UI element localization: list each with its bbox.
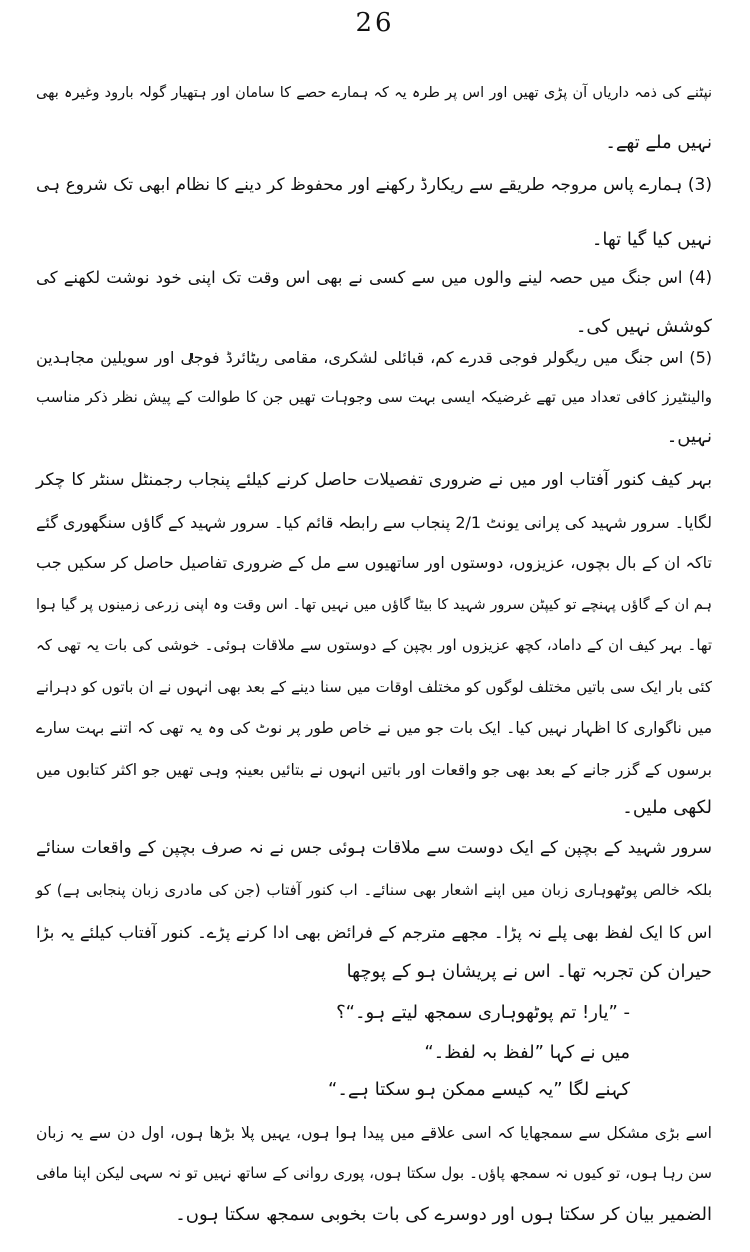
text-line: (5) اس جنگ میں ریگولر فوجی قدرے کم، قبائلی لشکری، مقامی ریٹائرڈ فوجی اور سویلین مجاہدین	[36, 348, 712, 367]
text-line: والینٹیرز کافی تعداد میں تھے غرضیکہ ایسی بہت سی وجوہات تھیں جن کا طوالت کے پیش نظر ذکر مناسب	[36, 388, 712, 406]
text-line: تاکہ ان کے بال بچوں، عزیزوں، دوستوں اور ساتھیوں سے مل کے ضروری تفاصیل حاصل کر سکیں جب	[36, 553, 712, 572]
text-line: تھا۔ بہر کیف ان کے داماد، کچھ عزیزوں اور بچپن کے دوستوں سے ملاقات ہوئی۔ خوشی کی بات یہ تھی کہ	[36, 636, 712, 654]
text-line: ہم ان کے گاؤں پہنچے تو کیپٹن سرور شہید کا بیٹا گاؤں میں نہیں تھا۔ اس وقت وہ اپنی زرعی زمینوں پر گیا ہوا	[36, 597, 712, 613]
text-line: برسوں کے گزر جانے کے بعد بھی جو واقعات اور باتیں انہوں نے بتائیں بعینہٖ وہی تھیں جو اکثر کتابوں میں	[36, 761, 712, 779]
dialogue-line: کہنے لگا ”یہ کیسے ممکن ہو سکتا ہے۔“	[328, 1079, 630, 1100]
text-line: بہر کیف کنور آفتاب اور میں نے ضروری تفصیلات حاصل کرنے کیلئے پنجاب رجمنٹل سنٹر کا چکر	[36, 470, 712, 490]
text-line: (3) ہمارے پاس مروجہ طریقے سے ریکارڈ رکھنے اور محفوظ کر دینے کا نظام ابھی تک شروع ہی	[36, 175, 712, 195]
text-line: الضمیر بیان کر سکتا ہوں اور دوسرے کی بات بخوبی سمجھ سکتا ہوں۔	[175, 1204, 712, 1225]
text-line: حیران کن تجربہ تھا۔ اس نے پریشان ہو کے پوچھا	[346, 961, 712, 982]
text-line: اسے بڑی مشکل سے سمجھایا کہ اسی علاقے میں پیدا ہوا ہوں، یہیں پلا بڑھا ہوں، اول دن سے یہ زبان	[36, 1124, 712, 1142]
text-line: نپٹنے کی ذمہ داریاں آن پڑی تھیں اور اس پر طرہ یہ کہ ہمارے حصے کا سامان اور ہتھیار گولہ بارود وغیرہ بھی	[36, 85, 712, 101]
text-line: کئی بار ایک سی باتیں مختلف لوگوں کو مختلف اوقات میں سنا دینے کے بعد بھی انہوں نے ان باتوں کو دہرانے	[36, 678, 712, 696]
text-line: کوشش نہیں کی۔	[575, 316, 712, 337]
text-line: لکھی ملیں۔	[622, 797, 712, 818]
text-line: نہیں۔	[666, 426, 712, 447]
text-line: اس کا ایک لفظ بھی پلے نہ پڑا۔ مجھے مترجم کے فرائض بھی ادا کرنے پڑے۔ کنور آفتاب کیلئے یہ بڑا	[36, 923, 712, 942]
text-line: (4) اس جنگ میں حصہ لینے والوں میں سے کسی نے بھی اس وقت تک اپنی خود نوشت لکھنے کی	[36, 268, 712, 287]
text-line: نہیں ملے تھے۔	[605, 132, 712, 153]
page-number: 26	[355, 8, 395, 38]
text-line: سن رہا ہوں، تو کیوں نہ سمجھ پاؤں۔ بول سکتا ہوں، پوری روانی کے ساتھ نہیں تو نہ سہی لیکن اپنا مافی	[36, 1164, 712, 1182]
text-line: سرور شہید کے بچپن کے ایک دوست سے ملاقات ہوئی جس نے نہ صرف بچپن کے واقعات سنائے	[36, 838, 712, 858]
text-line: نہیں کیا گیا تھا۔	[591, 229, 712, 250]
text-line: میں ناگواری کا اظہار نہیں کیا۔ ایک بات جو میں نے خاص طور پر نوٹ کی وہ یہ تھی کہ اتنے بہت سارے	[36, 719, 712, 737]
text-line: لگایا۔ سرور شہید کی پرانی یونٹ 2/1 پنجاب سے رابطہ قائم کیا۔ سرور شہید کے گاؤں سنگھوری گئے	[36, 513, 712, 532]
text-line: بلکہ خالص پوٹھوہاری زبان میں اپنے اشعار بھی سنائے۔ اب کنور آفتاب (جن کی مادری زبان پنجابی ہے) کو	[36, 881, 712, 899]
dialogue-line: میں نے کہا ”لفظ بہ لفظ۔“	[424, 1042, 630, 1063]
dialogue-line: - ”یار! تم پوٹھوہاری سمجھ لیتے ہو۔“؟	[336, 1002, 630, 1023]
